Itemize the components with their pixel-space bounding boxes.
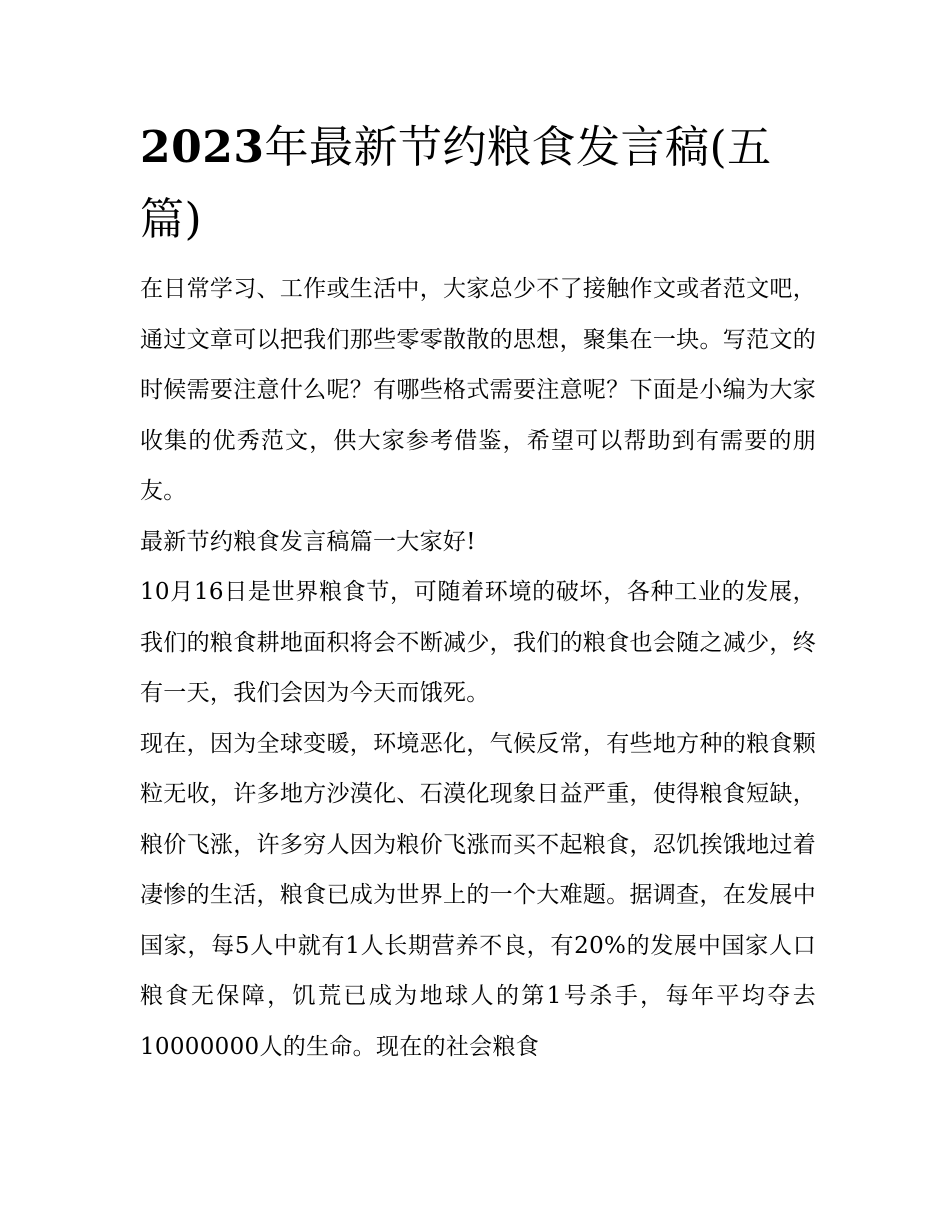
- paragraph-intro: 在日常学习、工作或生活中，大家总少不了接触作文或者范文吧，通过文章可以把我们那些零零散散的思想，聚集在一块。写范文的时候需要注意什么呢？有哪些格式需要注意呢？下面是小编为大家收集的优秀范文，供大家参考借鉴，希望可以帮助到有需要的朋友。: [140, 276, 816, 504]
- document-title: [140, 112, 816, 256]
- document-body: [140, 112, 816, 1072]
- title-year: 2023: [140, 122, 265, 173]
- paragraph-global-situation: 现在，因为全球变暖，环境恶化，气候反常，有些地方种的粮食颗粒无收，许多地方沙漠化、石漠化现象日益严重，使得粮食短缺，粮价飞涨，许多穷人因为粮价飞涨而买不起粮食，忍饥挨饿地过着凄惨的生活，粮食已成为世界上的一个大难题。据调查，在发展中国家，每5人中就有1人长期营养不良，有20%的发展中国家人口粮食无保障，饥荒已成为地球人的第1号杀手，每年平均夺去10000000人的生命。现在的社会粮食: [140, 730, 816, 1060]
- title-text: 年最新节约粮食发言稿(五篇): [140, 122, 772, 245]
- paragraph-section-heading: 最新节约粮食发言稿篇一大家好!: [140, 528, 476, 555]
- paragraph-food-day: 10月16日是世界粮食节，可随着环境的破坏，各种工业的发展，我们的粮食耕地面积将会不断减少，我们的粮食也会随之减少，终有一天，我们会因为今天而饿死。: [140, 579, 816, 706]
